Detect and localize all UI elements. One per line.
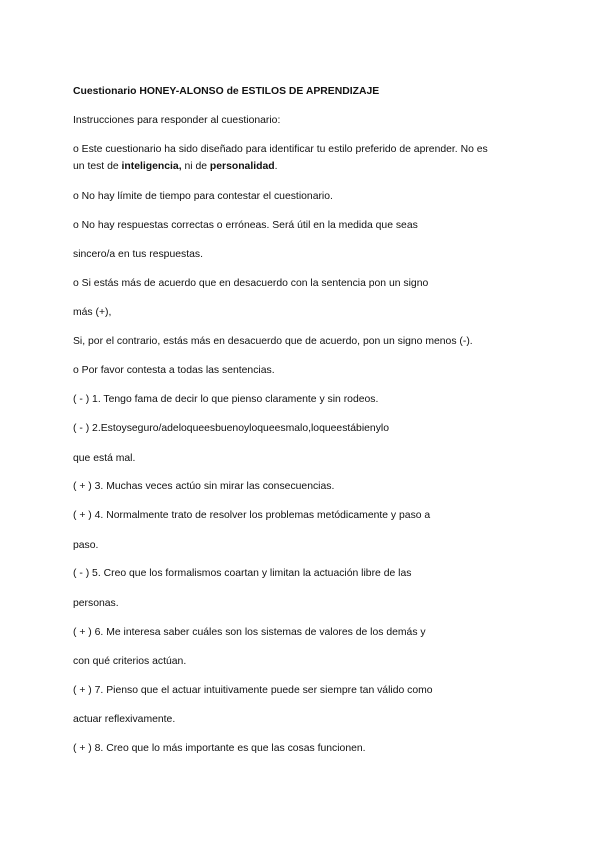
instruction-3-line1: o No hay respuestas correctas o erróneas. Será útil en la medida que seas: [73, 220, 418, 231]
item-2-text: Estoyseguro/adeloqueesbuenoyloqueesmalo,loqueestábienylo: [100, 423, 389, 434]
item-8-number: 8.: [94, 743, 104, 754]
instruction-4-line1: o Si estás más de acuerdo que en desacuerdo con la sentencia pon un signo: [73, 278, 429, 289]
item-8: [73, 742, 366, 756]
item-3-number: 3.: [94, 481, 104, 492]
instruction-1-text-post: .: [274, 161, 278, 172]
item-5-number: 5.: [92, 568, 101, 579]
instruction-6: o Por favor contesta a todas las sentencias.: [73, 365, 275, 376]
item-3: [73, 480, 334, 494]
item-5-mark: ( - ): [73, 568, 90, 579]
item-1-number: 1.: [92, 394, 101, 405]
instructions-heading: Instrucciones para responder al cuestionario:: [73, 115, 281, 126]
item-4-mark: ( + ): [73, 510, 92, 521]
item-6-mark: ( + ): [73, 627, 92, 638]
item-7-continuation: actuar reflexivamente.: [73, 714, 176, 725]
instruction-3-line2: sincero/a en tus respuestas.: [73, 249, 203, 260]
item-2-mark: ( - ): [73, 423, 90, 434]
instruction-2: o No hay límite de tiempo para contestar el cuestionario.: [73, 191, 333, 202]
item-4: [73, 509, 430, 523]
item-6-number: 6.: [94, 627, 104, 638]
instruction-1-bold-intelligence: inteligencia,: [121, 161, 182, 172]
instruction-1-text-pre: un test de: [73, 161, 122, 172]
item-4-number: 4.: [94, 510, 104, 521]
item-6-continuation: con qué criterios actúan.: [73, 656, 187, 667]
item-5: [73, 567, 411, 581]
instruction-1-bold-personality: personalidad: [209, 161, 275, 172]
item-7-number: 7.: [94, 685, 104, 696]
instruction-1-line1: o Este cuestionario ha sido diseñado para identificar tu estilo preferido de aprender. No es: [73, 144, 488, 155]
item-4-text: Normalmente trato de resolver los problemas metódicamente y paso a: [106, 510, 431, 521]
item-3-text: Muchas veces actúo sin mirar las consecuencias.: [106, 481, 335, 492]
item-2-continuation: que está mal.: [73, 453, 136, 464]
item-2-number: 2.: [92, 423, 101, 434]
item-7-text: Pienso que el actuar intuitivamente puede ser siempre tan válido como: [106, 685, 433, 696]
item-6-text: Me interesa saber cuáles son los sistemas de valores de los demás y: [106, 627, 426, 638]
item-1: [73, 393, 378, 407]
item-3-mark: ( + ): [73, 481, 92, 492]
item-2: [73, 422, 389, 436]
item-4-continuation: paso.: [73, 540, 99, 551]
instruction-4-line2: más (+),: [73, 307, 112, 318]
item-8-text: Creo que lo más importante es que las cosas funcionen.: [106, 743, 366, 754]
instruction-1-text-mid: ni de: [181, 161, 210, 172]
item-8-mark: ( + ): [73, 743, 92, 754]
item-7-mark: ( + ): [73, 685, 92, 696]
item-7: [73, 684, 433, 698]
instruction-5: Si, por el contrario, estás más en desacuerdo que de acuerdo, pon un signo menos (-).: [73, 336, 473, 347]
item-6: [73, 626, 426, 640]
item-5-continuation: personas.: [73, 598, 119, 609]
item-1-mark: ( - ): [73, 394, 90, 405]
item-5-text: Creo que los formalismos coartan y limitan la actuación libre de las: [103, 568, 412, 579]
item-1-text: Tengo fama de decir lo que pienso claramente y sin rodeos.: [103, 394, 379, 405]
document-title: Cuestionario HONEY-ALONSO de ESTILOS DE APRENDIZAJE: [73, 86, 380, 97]
instruction-1-line2: [73, 160, 277, 174]
